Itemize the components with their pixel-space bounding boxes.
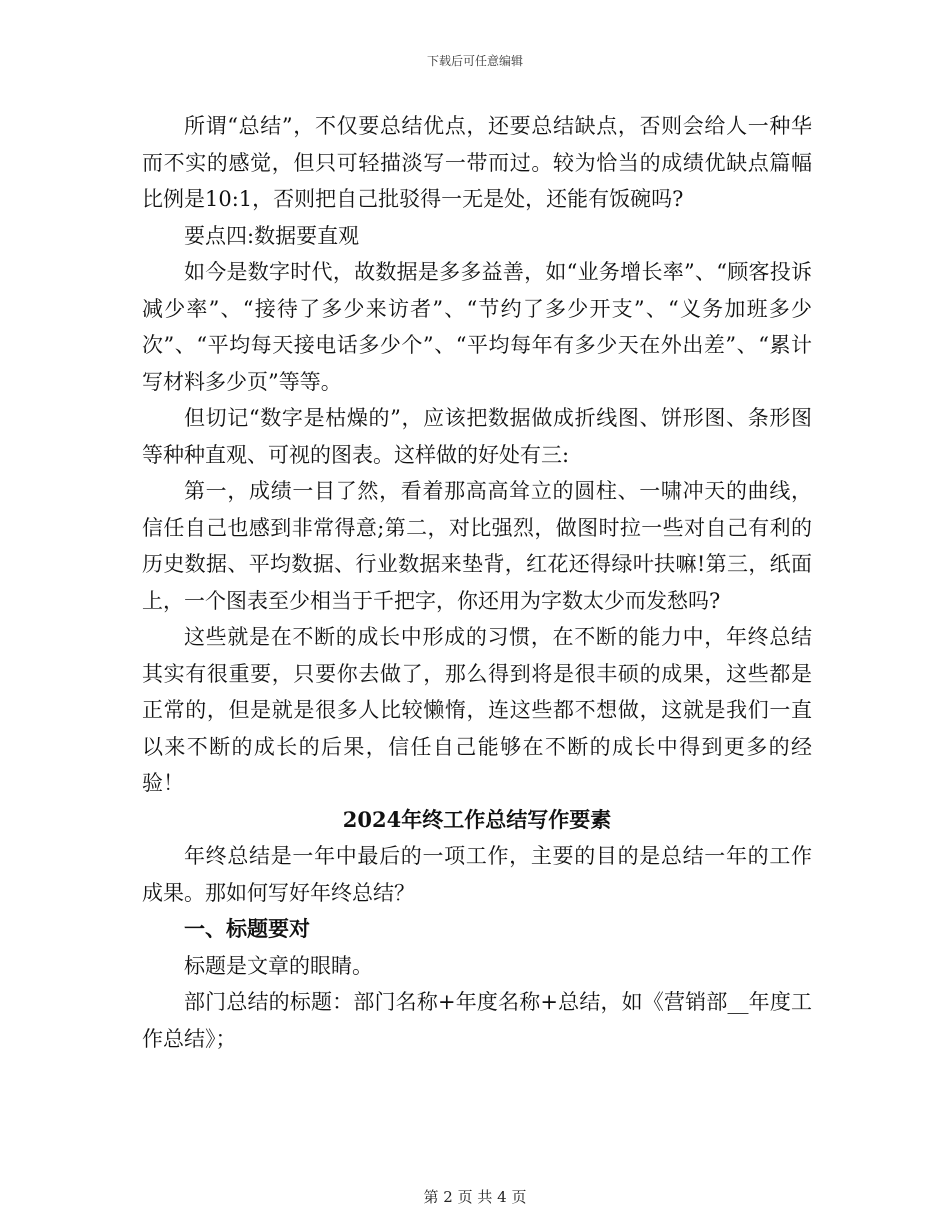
paragraph-point-four: 要点四:数据要直观 bbox=[184, 223, 360, 248]
paragraph-data-era: 如今是数字时代，故数据是多多益善，如“业务增长率”、“顾客投诉减少率”、“接待了多少来访者”、“节约了多少开支”、“义务加班多少次”、“平均每天接电话多少个”、“平均每年有多少天在外出差”、“累计写材料多少页”等等。 bbox=[142, 260, 812, 394]
paragraph-intro: 年终总结是一年中最后的一项工作，主要的目的是总结一年的工作成果。那如何写好年终总结？ bbox=[142, 844, 812, 905]
section-title: 2024年终工作总结写作要素 bbox=[342, 806, 612, 832]
paragraph-department-title: 部门总结的标题：部门名称+年度名称+总结，如《营销部__年度工作总结》； bbox=[142, 990, 812, 1051]
document-body bbox=[142, 108, 812, 1057]
paragraph-habits: 这些就是在不断的成长中形成的习惯，在不断的能力中，年终总结其实有很重要，只要你去做了，那么得到将是很丰硕的成果，这些都是正常的，但是就是很多人比较懒惰，连这些都不想做，这就是我们一直以来不断的成长的后果，信任自己能够在不断的成长中得到更多的经验！ bbox=[142, 625, 812, 795]
page-footer: 第 2 页 共 4 页 bbox=[423, 1188, 527, 1206]
paragraph-charts: 但切记“数字是枯燥的”，应该把数据做成折线图、饼形图、条形图等种种直观、可视的图表。这样做的好处有三: bbox=[142, 406, 812, 467]
paragraph-title-eyes: 标题是文章的眼睛。 bbox=[184, 953, 373, 978]
paragraph-three-benefits: 第一，成绩一目了然，看着那高高耸立的圆柱、一啸冲天的曲线，信任自己也感到非常得意;第二，对比强烈，做图时拉一些对自己有利的历史数据、平均数据、行业数据来垫背，红花还得绿叶扶嘛!第三，纸面上，一个图表至少相当于千把字，你还用为字数太少而发愁吗? bbox=[142, 479, 812, 613]
paragraph-summary-balance: 所谓“总结”，不仅要总结优点，还要总结缺点，否则会给人一种华而不实的感觉，但只可轻描淡写一带而过。较为恰当的成绩优缺点篇幅比例是10:1，否则把自己批驳得一无是处，还能有饭碗吗? bbox=[142, 114, 812, 211]
subheading-title: 一、标题要对 bbox=[184, 916, 310, 941]
page-header: 下载后可任意编辑 bbox=[426, 54, 523, 68]
